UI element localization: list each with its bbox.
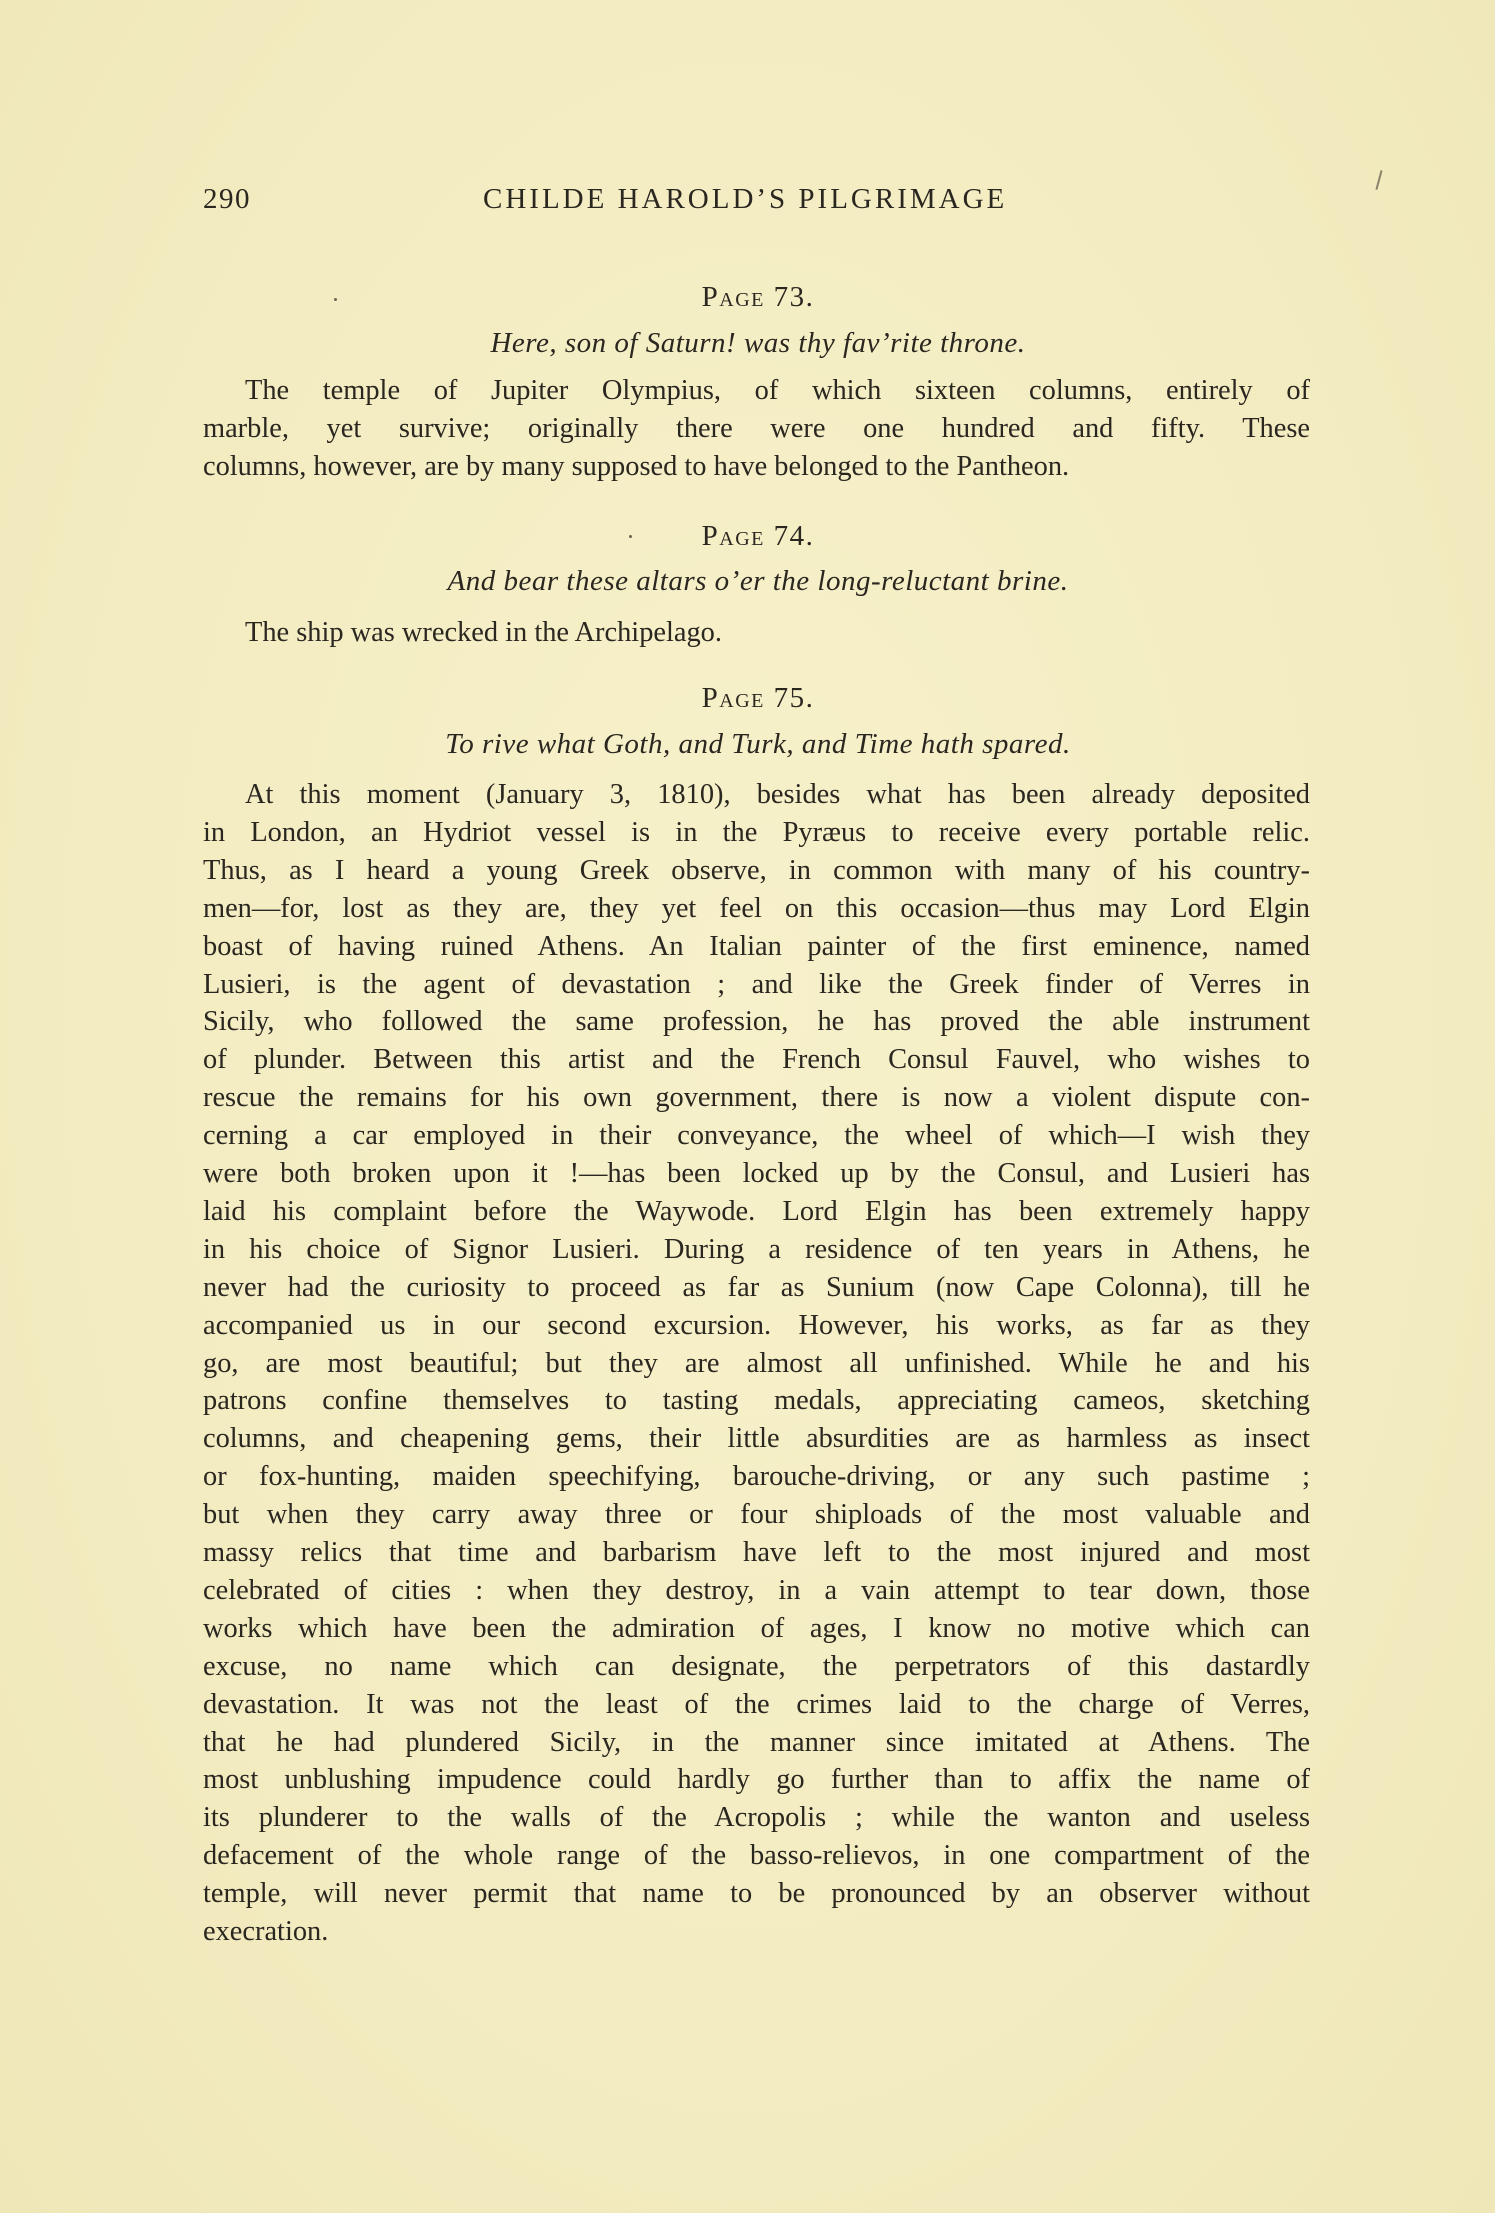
running-head — [203, 183, 1323, 223]
note-line: rescue the remains for his own government, there is now a violent dispute con- — [203, 1082, 1310, 1114]
note-line: of plunder. Between this artist and the French Consul Fauvel, who wishes to — [203, 1044, 1310, 1076]
note-line: massy relics that time and barbarism have left to the most injured and most — [203, 1537, 1310, 1568]
note-line: At this moment (January 3, 1810), besides what has been already deposited — [245, 779, 1310, 810]
note-line: celebrated of cities : when they destroy, in a vain attempt to tear down, those — [203, 1574, 1310, 1606]
stray-mark — [629, 535, 632, 538]
note-line: works which have been the admiration of ages, I know no motive which can — [203, 1612, 1310, 1644]
note-heading-page-73: Page 73. — [701, 281, 815, 313]
note-line: but when they carry away three or four shiploads of the most valuable and — [203, 1499, 1310, 1531]
note-line: devastation. It was not the least of the crimes laid to the charge of Verres, — [203, 1688, 1310, 1720]
note-line: go, are most beautiful; but they are almost all unfinished. While he and his — [203, 1347, 1310, 1379]
note-line: execration. — [203, 1916, 329, 1947]
note-line: Lusieri, is the agent of devastation ; and like the Greek finder of Verres in — [203, 968, 1310, 1000]
note-line: or fox-hunting, maiden speechifying, barouche-driving, or any such pastime ; — [203, 1461, 1310, 1493]
note-line: were both broken upon it !—has been locked up by the Consul, and Lusieri has — [203, 1158, 1310, 1189]
note-line: excuse, no name which can designate, the perpetrators of this dastardly — [203, 1650, 1310, 1682]
page-number: 290 — [203, 183, 251, 215]
note-line: men—for, lost as they are, they yet feel on this occasion—thus may Lord Elgin — [203, 892, 1310, 924]
note-quote-page-75: To rive what Goth, and Turk, and Time hath spared. — [445, 728, 1071, 760]
note-line: laid his complaint before the Waywode. Lord Elgin has been extremely happy — [203, 1195, 1310, 1227]
note-line: Thus, as I heard a young Greek observe, in common with many of his country- — [203, 854, 1310, 886]
note-line: The temple of Jupiter Olympius, of which sixteen columns, entirely of — [245, 375, 1310, 406]
running-title: CHILDE HAROLD’S PILGRIMAGE — [483, 183, 1008, 215]
note-heading-page-74: Page 74. — [701, 520, 815, 552]
note-line: The ship was wrecked in the Archipelago. — [245, 617, 722, 648]
note-line: most unblushing impudence could hardly go further than to affix the name of — [203, 1764, 1310, 1796]
note-line: that he had plundered Sicily, in the manner since imitated at Athens. The — [203, 1726, 1310, 1758]
note-line: defacement of the whole range of the basso-relievos, in one compartment of the — [203, 1840, 1310, 1872]
note-line: its plunderer to the walls of the Acropolis ; while the wanton and useless — [203, 1802, 1310, 1834]
note-heading-page-75: Page 75. — [701, 682, 815, 714]
note-line: patrons confine themselves to tasting medals, appreciating cameos, sketching — [203, 1385, 1310, 1417]
page-edge-mark — [1375, 170, 1382, 190]
note-quote-page-74: And bear these altars o’er the long-reluctant brine. — [447, 565, 1069, 597]
note-line: in his choice of Signor Lusieri. During a residence of ten years in Athens, he — [203, 1233, 1310, 1265]
note-line: marble, yet survive; originally there were one hundred and fifty. These — [203, 413, 1310, 444]
note-quote-page-73: Here, son of Saturn! was thy fav’rite throne. — [490, 327, 1026, 359]
note-line: columns, and cheapening gems, their little absurdities are as harmless as insect — [203, 1423, 1310, 1455]
note-line: temple, will never permit that name to be pronounced by an observer without — [203, 1878, 1310, 1910]
stray-mark — [334, 298, 337, 301]
note-line: boast of having ruined Athens. An Italian painter of the first eminence, named — [203, 930, 1310, 962]
note-line: accompanied us in our second excursion. However, his works, as far as they — [203, 1309, 1310, 1341]
note-line: cerning a car employed in their conveyance, the wheel of which—I wish they — [203, 1120, 1310, 1152]
note-line: in London, an Hydriot vessel is in the Pyræus to receive every portable relic. — [203, 816, 1310, 848]
note-line: columns, however, are by many supposed to have belonged to the Pantheon. — [203, 451, 1070, 482]
note-line: never had the curiosity to proceed as far as Sunium (now Cape Colonna), till he — [203, 1271, 1310, 1303]
note-line: Sicily, who followed the same profession, he has proved the able instrument — [203, 1006, 1310, 1038]
